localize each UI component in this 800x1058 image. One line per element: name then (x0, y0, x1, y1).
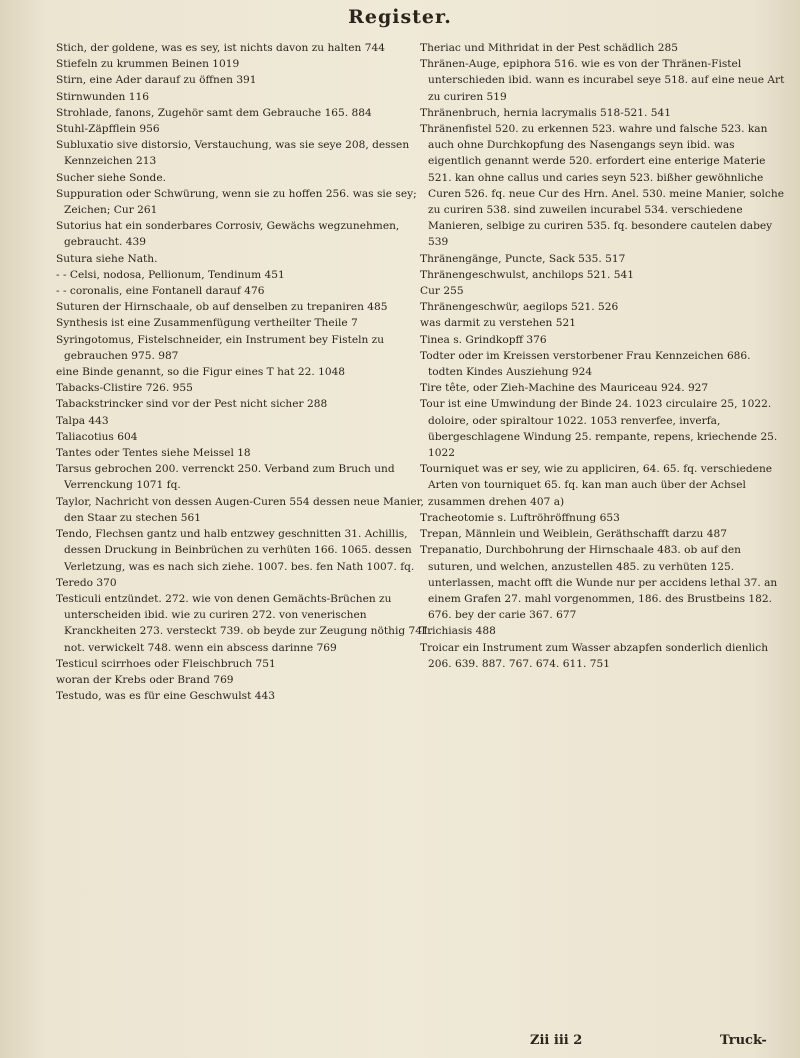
left-column (56, 40, 434, 704)
right-column (420, 40, 786, 672)
index-entry: Tabackstrincker sind vor der Pest nicht sicher 288 (56, 398, 328, 411)
index-entry: Tendo, Flechsen gantz und halb entzwey geschnitten 31. Achillis, dessen Druckung in Beinbrüchen zu verhüten 166. 1065. dessen Verletzung, was es nach sich ziehe. 1007. bes. fen Nath 1007. fq. (56, 528, 415, 573)
index-entry: Thränen-Auge, epiphora 516. wie es von der Thränen-Fistel unterschieden ibid. wann es incurabel seye 518. auf eine neue Art zu curiren 519 (420, 58, 785, 103)
index-entry: Tracheotomie s. Luftröhröffnung 653 (420, 511, 620, 524)
index-entry: Thränengeschwulst, anchilops 521. 541 (420, 268, 634, 281)
index-entry: Thränengänge, Puncte, Sack 535. 517 (420, 252, 626, 265)
index-entry: Talpa 443 (56, 414, 109, 427)
index-entry: eine Binde genannt, so die Figur eines T hat 22. 1048 (56, 366, 346, 379)
index-entry: Suturen der Hirnschaale, ob auf denselben zu trepaniren 485 (56, 301, 388, 314)
index-entry: Taylor, Nachricht von dessen Augen-Curen 554 dessen neue Manier, den Staar zu stechen 561 (56, 495, 424, 524)
index-entry: Thränengeschwür, aegilops 521. 526 (420, 301, 619, 314)
index-entry: was darmit zu verstehen 521 (420, 317, 576, 330)
index-entry: Teredo 370 (56, 576, 117, 589)
index-entry: Tourniquet was er sey, wie zu appliciren, 64. 65. fq. verschiedene Arten von tourniquet 65. fq. kan man auch über der Achsel zusammen drehen 407 a) (420, 463, 773, 508)
index-entry: Tantes oder Tentes siehe Meissel 18 (56, 447, 251, 460)
index-entry: Stirnwunden 116 (56, 90, 149, 103)
index-entry: Tinea s. Grindkopff 376 (420, 333, 547, 346)
index-entry: Tarsus gebrochen 200. verrenckt 250. Verband zum Bruch und Verrenckung 1071 fq. (56, 463, 395, 492)
catchword: Truck- (720, 1033, 767, 1048)
index-entry: Taliacotius 604 (56, 430, 138, 443)
index-entry: Strohlade, fanons, Zugehör samt dem Gebrauche 165. 884 (56, 106, 372, 119)
index-entry: Testicul scirrhoes oder Fleischbruch 751 (56, 657, 276, 670)
index-entry: Troicar ein Instrument zum Wasser abzapfen sonderlich dienlich 206. 639. 887. 767. 674. 611. 751 (420, 641, 769, 670)
page-header: Register. (348, 6, 452, 28)
index-entry: Stirn, eine Ader darauf zu öffnen 391 (56, 74, 257, 87)
index-entry: Tour ist eine Umwindung der Binde 24. 1023 circulaire 25, 1022. doloire, oder spiraltour 1022. 1053 renverfee, inverfa, übergeschlagene Windung 25. rempante, repens, kriechende 25. 1022 (420, 398, 778, 460)
index-entry: Thränenfistel 520. zu erkennen 523. wahre und falsche 523. kan auch ohne Durchkopfung des Nasengangs seyn ibid. was eigentlich genannt werde 520. erfordert eine enterige Materie 521. kan ohne callus und caries seyn 523. bißher gewöhnliche Curen 526. fq. neue Cur des Hrn. Anel. 530. meine Manier, solche zu curiren 538. sind zuweilen incurabel 534. verschiedene Manieren, selbige zu curiren 535. fq. besondere cautelen dabey 539 (420, 123, 784, 249)
index-entry: woran der Krebs oder Brand 769 (56, 673, 234, 686)
index-entry: Trepanatio, Durchbohrung der Hirnschaale 483. ob auf den suturen, und welchen, anzustellen 485. zu verhüten 125. unterlassen, macht offt die Wunde nur per accidens lethal 37. an einem Grafen 27. mahl vorgenommen, 186. des Brustbeins 182. 676. bey der carie 367. 677 (420, 544, 778, 622)
index-entry: Subluxatio sive distorsio, Verstauchung, was sie seye 208, dessen Kennzeichen 213 (56, 139, 410, 168)
index-entry: Cur 255 (420, 285, 464, 298)
index-entry: Suppuration oder Schwürung, wenn sie zu hoffen 256. was sie sey; Zeichen; Cur 261 (56, 187, 417, 217)
index-entry: Trichiasis 488 (420, 625, 496, 638)
index-entry: - - coronalis, eine Fontanell darauf 476 (56, 285, 265, 298)
index-entry: Stuhl-Zäpfflein 956 (56, 123, 160, 136)
index-entry: Tire tête, oder Zieh-Machine des Mauriceau 924. 927 (420, 382, 709, 395)
index-entry: Testudo, was es für eine Geschwulst 443 (56, 690, 275, 703)
index-entry: Stiefeln zu krummen Beinen 1019 (56, 58, 240, 71)
index-entry: Syringotomus, Fistelschneider, ein Instrument bey Fisteln zu gebrauchen 975. 987 (56, 333, 385, 362)
index-entry: Stich, der goldene, was es sey, ist nichts davon zu halten 744 (56, 42, 385, 54)
index-entry: Todter oder im Kreissen verstorbener Frau Kennzeichen 686. todten Kindes Ausziehung 924 (420, 349, 751, 379)
signature-mark: Zii iii 2 (530, 1033, 583, 1048)
index-entry: Trepan, Männlein und Weiblein, Geräthschafft darzu 487 (420, 528, 727, 541)
index-entry: - - Celsi, nodosa, Pellionum, Tendinum 451 (56, 268, 285, 281)
index-entry: Tabacks-Clistire 726. 955 (56, 382, 193, 395)
index-entry: Thränenbruch, hernia lacrymalis 518-521. 541 (420, 106, 671, 119)
index-entry: Sutorius hat ein sonderbares Corrosiv, Gewächs wegzunehmen, gebraucht. 439 (56, 220, 400, 249)
index-entry: Synthesis ist eine Zusammenfügung vertheilter Theile 7 (56, 317, 358, 330)
index-entry: Theriac und Mithridat in der Pest schädlich 285 (420, 42, 678, 54)
index-entry: Testiculi entzündet. 272. wie von denen Gemächts-Brüchen zu unterscheiden ibid. wie zu curiren 272. von venerischen Kranckheiten 273. versteckt 739. ob beyde zur Zeugung nöthig 741. not. verwickelt 748. wenn ein abscess darinne 769 (56, 592, 433, 654)
index-entry: Sucher siehe Sonde. (56, 171, 166, 184)
index-entry: Sutura siehe Nath. (56, 252, 158, 265)
